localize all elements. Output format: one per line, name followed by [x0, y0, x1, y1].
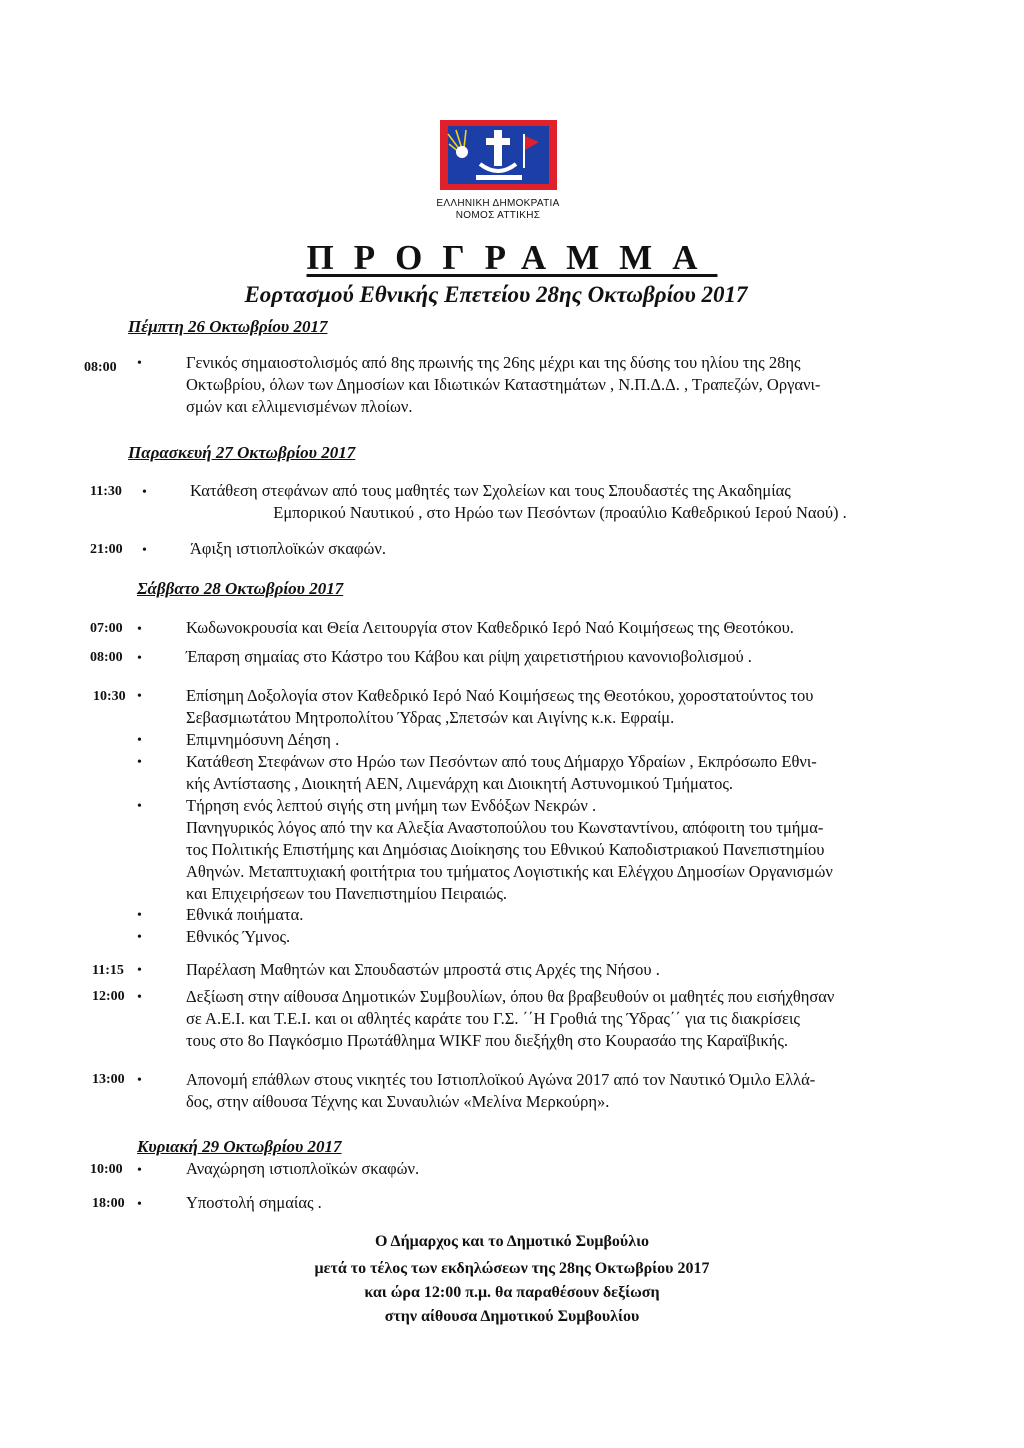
hydra-municipality-emblem-icon [440, 120, 557, 190]
event-description: Κατάθεση Στεφάνων στο Ηρώο των Πεσόντων από τους Δήμαρχο Υδραίων , Εκπρόσωπο Εθνι- κής Αντίστασης , Διοικητή ΑΕΝ, Λιμενάρχη και Διοικητή Αστυνομικού Τμήματος. [186, 752, 817, 793]
footer-line2: μετά το τέλος των εκδηλώσεων της 28ης Οκτωβρίου 2017 [314, 1260, 710, 1277]
event-description: Επίσημη Δοξολογία στον Καθεδρικό Ιερό Ναό Κοιμήσεως της Θεοτόκου, χοροστατούντος του Σεβασμιωτάτου Μητροπολίτου Ύδρας ,Σπετσών και Αιγίνης κ.κ. Εφραίμ. [186, 686, 814, 727]
footer-line3: και ώρα 12:00 π.μ. θα παραθέσουν δεξίωση [364, 1284, 660, 1301]
event-description: Γενικός σημαιοστολισμός από 8ης πρωινής της 26ης μέχρι και της δύσης του ηλίου της 28ης Οκτωβρίου, όλων των Δημοσίων και Ιδιωτικών Καταστημάτων , Ν.Π.Δ.Δ. , Τραπεζών, Οργανι- σμών και ελλιμενισμένων πλοίων. [186, 353, 821, 416]
event-description: Κατάθεση στεφάνων από τους μαθητές των Σχολείων και τους Σπουδαστές της Ακαδημίας Εμπορικού Ναυτικού , στο Ηρώο των Πεσόντων (προαύλιο Καθεδρικού Ιερού Ναού) . [190, 481, 847, 522]
event-description: Άφιξη ιστιοπλοϊκών σκαφών. [190, 539, 386, 558]
day-heading-sunday: Κυριακή 29 Οκτωβρίου 2017 [137, 1137, 342, 1156]
event-time: 11:30 [90, 484, 122, 499]
bullet-icon: • [137, 651, 142, 666]
bullet-icon: • [137, 622, 142, 637]
event-description: Τήρηση ενός λεπτού σιγής στη μνήμη των Ενδόξων Νεκρών . Πανηγυρικός λόγος από την κα Αλεξία Αναστοπούλου του Κωνσταντίνου, απόφοιτη του τμήμα- τος Πολιτικής Επιστήμης και Δημόσιας Διοίκησης του Εθνικού Καποδιστριακού Πανεπιστημίου Αθηνών. Μεταπτυχιακή φοιτήτρια του τμήματος Λογιστικής και Ελέγχου Δημοσίων Οργανισμών και Επιχειρήσεων του Πανεπιστημίου Πειραιώς. [186, 796, 833, 903]
event-time: 08:00 [84, 360, 117, 375]
day-heading-thursday: Πέμπτη 26 Οκτωβρίου 2017 [128, 317, 328, 336]
bullet-icon: • [137, 908, 142, 923]
event-description: Εθνικά ποιήματα. [186, 905, 304, 924]
event-time: 11:15 [92, 963, 124, 978]
event-time: 18:00 [92, 1196, 125, 1211]
bullet-icon: • [137, 1073, 142, 1088]
bullet-icon: • [137, 799, 142, 814]
event-description: Επιμνημόσυνη Δέηση . [186, 730, 340, 749]
footer-line4: στην αίθουσα Δημοτικού Συμβουλίου [384, 1308, 640, 1325]
event-time: 13:00 [92, 1072, 125, 1087]
footer-line1: Ο Δήμαρχος και το Δημοτικό Συμβούλιο [374, 1233, 650, 1250]
bullet-icon: • [137, 755, 142, 770]
event-time: 08:00 [90, 650, 123, 665]
event-description: Αναχώρηση ιστιοπλοϊκών σκαφών. [186, 1159, 420, 1178]
bullet-icon: • [137, 1163, 142, 1178]
bullet-icon: • [137, 930, 142, 945]
day-heading-saturday: Σάββατο 28 Οκτωβρίου 2017 [137, 579, 344, 598]
day-heading-friday: Παρασκευή 27 Οκτωβρίου 2017 [128, 443, 356, 462]
event-time: 10:30 [93, 689, 126, 704]
event-description: Κωδωνοκρουσία και Θεία Λειτουργία στον Καθεδρικό Ιερό Ναό Κοιμήσεως της Θεοτόκου. [186, 618, 794, 637]
page-title: ΠΡΟΓΡΑΜΜΑ [306, 238, 718, 277]
emblem-caption-line1: ΕΛΛΗΝΙΚΗ ΔΗΜΟΚΡΑΤΙΑ [436, 198, 560, 209]
bullet-icon: • [137, 1197, 142, 1212]
bullet-icon: • [137, 990, 142, 1005]
page-subtitle: Εορτασμού Εθνικής Επετείου 28ης Οκτωβρίου 2017 [244, 282, 748, 307]
emblem-caption-line2: ΝΟΜΟΣ ΑΤΤΙΚΗΣ [455, 210, 541, 221]
event-time: 10:00 [90, 1162, 123, 1177]
bullet-icon: • [137, 963, 142, 978]
event-description: Εθνικός Ύμνος. [186, 927, 291, 946]
bullet-icon: • [137, 356, 142, 371]
event-time: 21:00 [90, 542, 123, 557]
event-description: Έπαρση σημαίας στο Κάστρο του Κάβου και ρίψη χαιρετιστήριου κανονιοβολισμού . [186, 647, 752, 666]
bullet-icon: • [142, 543, 147, 558]
bullet-icon: • [137, 689, 142, 704]
event-description: Δεξίωση στην αίθουσα Δημοτικών Συμβουλίων, όπου θα βραβευθούν οι μαθητές που εισήχθησαν σε Α.Ε.Ι. και Τ.Ε.Ι. και οι αθλητές καράτε του Γ.Σ. ΄΄Η Γροθιά της Ύδρας΄΄ για τις διακρίσεις τους στο 8ο Παγκόσμιο Πρωτάθλημα WIKF που διεξήχθη στο Κουρασάο της Καραϊβικής. [186, 987, 835, 1050]
event-description: Υποστολή σημαίας . [186, 1193, 322, 1212]
event-time: 07:00 [90, 621, 123, 636]
event-time: 12:00 [92, 989, 125, 1004]
event-description: Παρέλαση Μαθητών και Σπουδαστών μπροστά στις Αρχές της Νήσου . [186, 960, 660, 979]
bullet-icon: • [142, 485, 147, 500]
bullet-icon: • [137, 733, 142, 748]
event-description: Απονομή επάθλων στους νικητές του Ιστιοπλοϊκού Αγώνα 2017 από τον Ναυτικό Όμιλο Ελλά- δος, στην αίθουσα Τέχνης και Συναυλιών «Μελίνα Μερκούρη». [186, 1070, 816, 1111]
